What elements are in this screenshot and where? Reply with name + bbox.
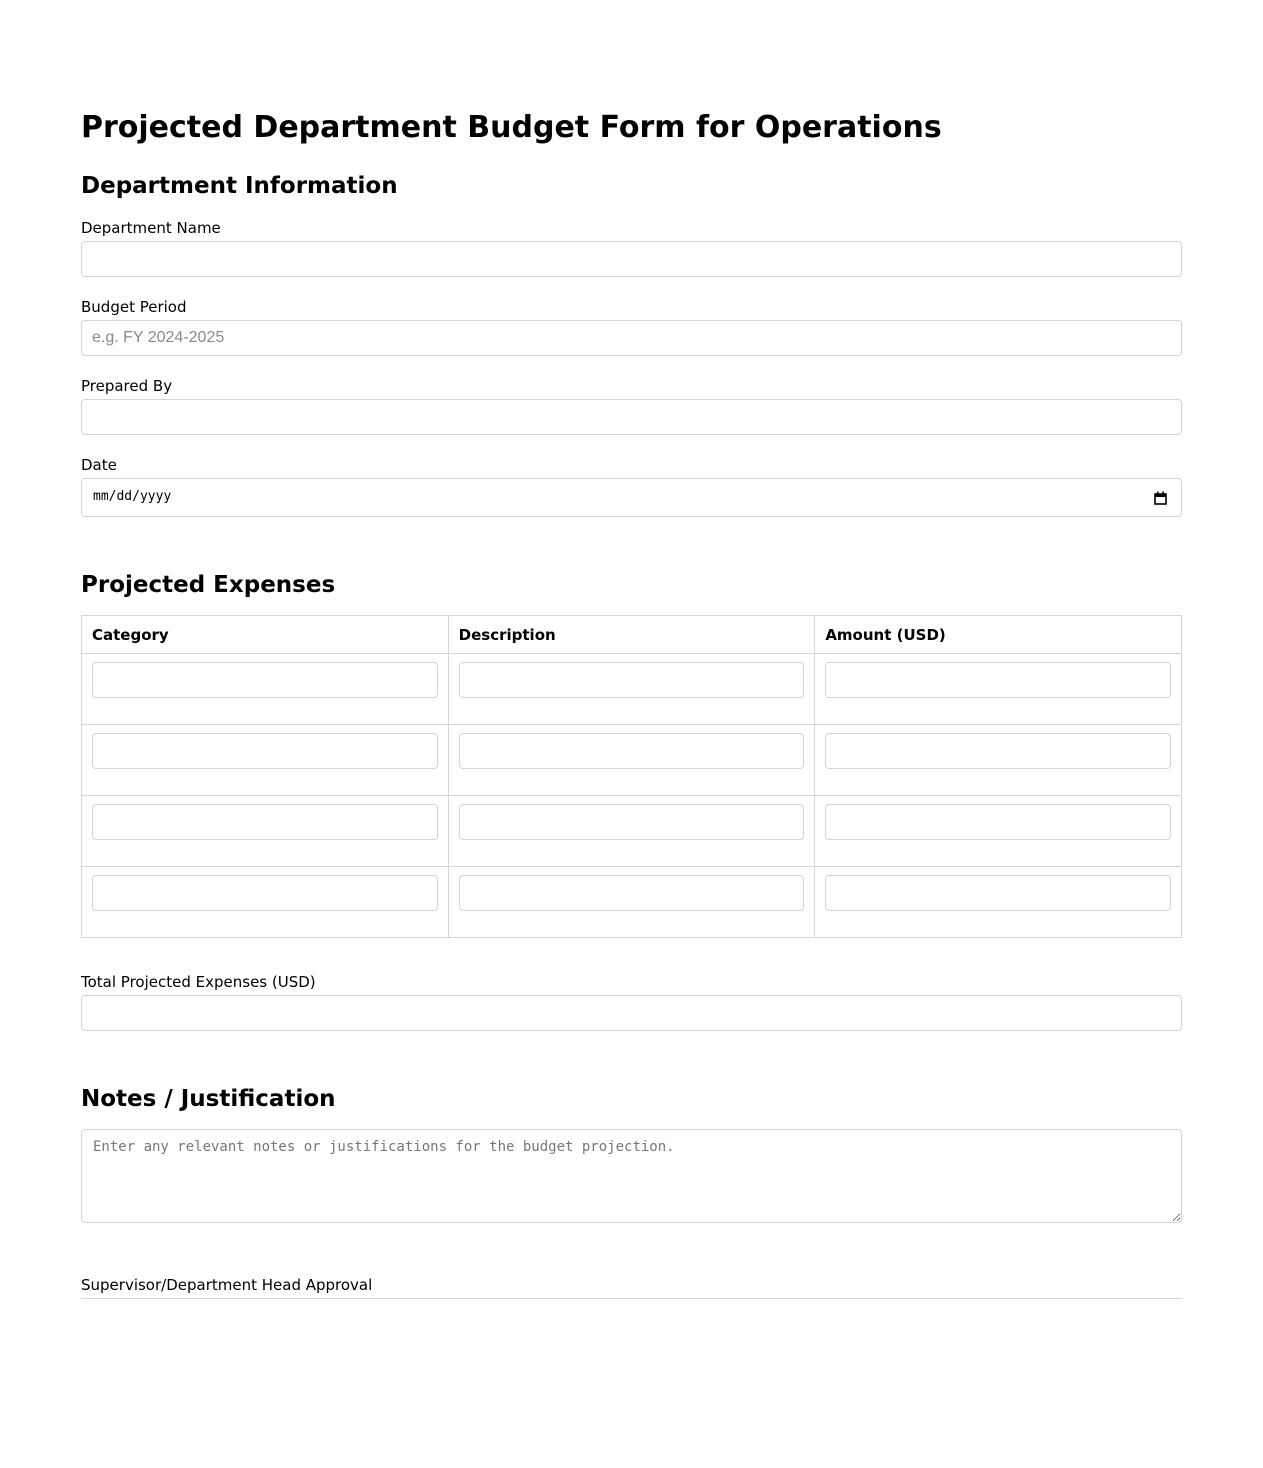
table-row bbox=[82, 654, 1182, 725]
page-title: Projected Department Budget Form for Operations bbox=[81, 110, 942, 145]
amount-input-4[interactable] bbox=[825, 875, 1171, 911]
calendar-icon[interactable] bbox=[1154, 491, 1167, 505]
amount-input-1[interactable] bbox=[825, 662, 1171, 698]
table-row bbox=[82, 796, 1182, 867]
column-header-category: Category bbox=[82, 616, 449, 654]
table-cell bbox=[82, 796, 449, 867]
total-expenses-label: Total Projected Expenses (USD) bbox=[81, 973, 316, 991]
table-header-row bbox=[82, 616, 1182, 654]
table-cell bbox=[82, 725, 449, 796]
date-placeholder: mm/dd/yyyy bbox=[93, 489, 172, 504]
table-row bbox=[82, 867, 1182, 938]
table-cell bbox=[448, 654, 815, 725]
description-input-1[interactable] bbox=[459, 662, 805, 698]
table-cell bbox=[815, 867, 1182, 938]
table-cell bbox=[815, 654, 1182, 725]
table-cell bbox=[815, 725, 1182, 796]
table-cell bbox=[448, 796, 815, 867]
budget-period-input[interactable] bbox=[81, 320, 1182, 356]
prepared-by-input[interactable] bbox=[81, 399, 1182, 435]
table-cell bbox=[815, 796, 1182, 867]
approval-signature-input[interactable] bbox=[81, 1297, 1182, 1299]
section-heading-department-information: Department Information bbox=[81, 173, 398, 199]
department-name-label: Department Name bbox=[81, 219, 221, 237]
table-cell bbox=[82, 867, 449, 938]
prepared-by-label: Prepared By bbox=[81, 377, 173, 395]
approval-label: Supervisor/Department Head Approval bbox=[81, 1276, 373, 1294]
category-input-1[interactable] bbox=[92, 662, 438, 698]
table-cell bbox=[448, 725, 815, 796]
section-heading-notes: Notes / Justification bbox=[81, 1086, 336, 1112]
category-input-2[interactable] bbox=[92, 733, 438, 769]
column-header-amount: Amount (USD) bbox=[815, 616, 1182, 654]
expenses-table bbox=[81, 615, 1182, 938]
category-input-3[interactable] bbox=[92, 804, 438, 840]
table-cell bbox=[82, 654, 449, 725]
table-cell bbox=[448, 867, 815, 938]
table-row bbox=[82, 725, 1182, 796]
notes-textarea[interactable] bbox=[81, 1129, 1182, 1223]
date-input[interactable] bbox=[81, 478, 1182, 517]
section-heading-projected-expenses: Projected Expenses bbox=[81, 572, 336, 598]
amount-input-3[interactable] bbox=[825, 804, 1171, 840]
amount-input-2[interactable] bbox=[825, 733, 1171, 769]
category-input-4[interactable] bbox=[92, 875, 438, 911]
description-input-2[interactable] bbox=[459, 733, 805, 769]
description-input-3[interactable] bbox=[459, 804, 805, 840]
column-header-description: Description bbox=[448, 616, 815, 654]
budget-period-label: Budget Period bbox=[81, 298, 187, 316]
department-name-input[interactable] bbox=[81, 241, 1182, 277]
total-expenses-input[interactable] bbox=[81, 995, 1182, 1031]
description-input-4[interactable] bbox=[459, 875, 805, 911]
date-label: Date bbox=[81, 456, 117, 474]
